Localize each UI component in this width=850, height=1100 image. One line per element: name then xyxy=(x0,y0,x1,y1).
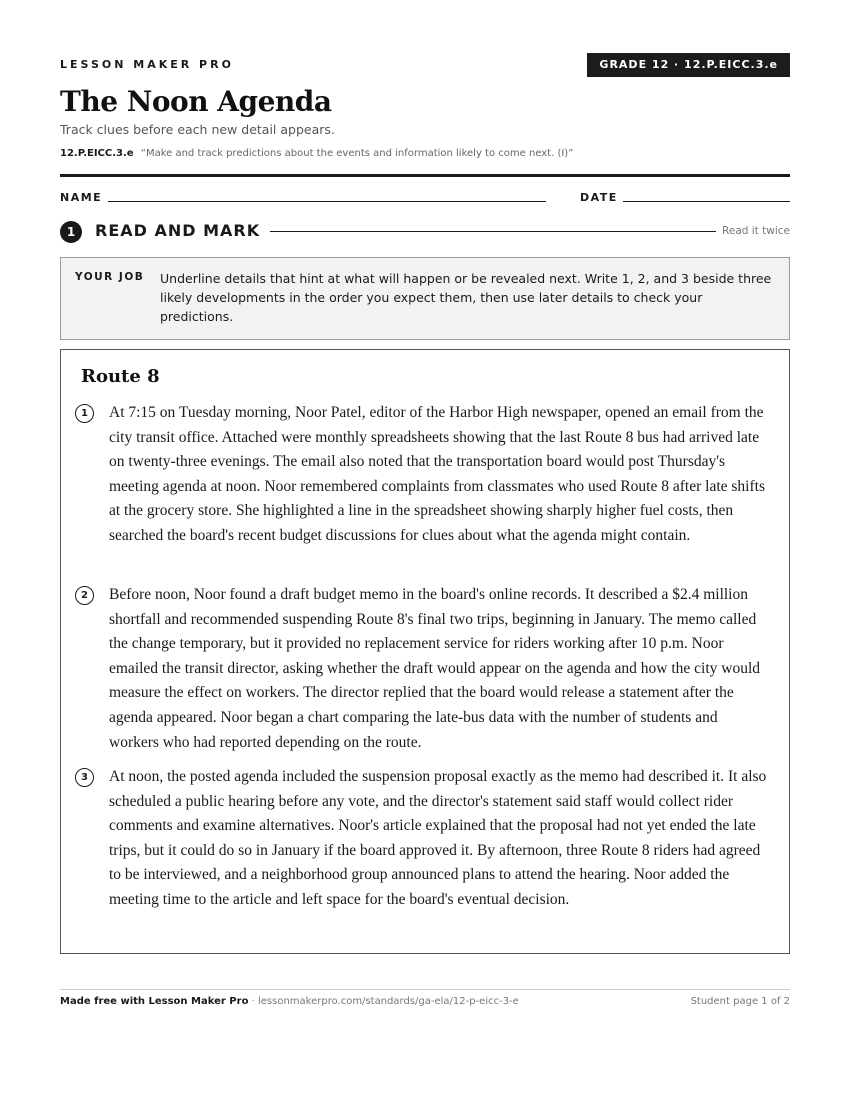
paragraph-number: 3 xyxy=(75,768,94,787)
section-title: READ AND MARK xyxy=(95,221,261,240)
page-title: The Noon Agenda xyxy=(60,85,332,118)
header-divider xyxy=(60,174,790,177)
name-date-row xyxy=(60,190,790,206)
footer-page-label: Student page 1 of 2 xyxy=(690,996,790,1007)
paragraph-text: At noon, the posted agenda included the suspension proposal exactly as the memo had described it. It also scheduled a public hearing before any vote, and the director's statement said staff would collect rider comments and examine alternatives. Noor's article explained that the proposal had not yet ended the late trips, but it could do so in January if the board approved it. By afternoon, three Route 8 riders had agreed to be interviewed, and a neighborhood group announced plans to attend the hearing. Noor added the meeting time to the article and left space for the board's eventual decision. xyxy=(109,768,767,908)
name-field[interactable] xyxy=(108,201,546,202)
section-divider xyxy=(270,231,716,232)
standard-line xyxy=(60,148,573,159)
date-label: DATE xyxy=(580,191,618,204)
footer-made-with: Made free with Lesson Maker Pro xyxy=(60,996,249,1007)
footer-credit xyxy=(60,996,519,1007)
paragraph-number: 1 xyxy=(75,404,94,423)
date-field[interactable] xyxy=(623,201,790,202)
passage-box xyxy=(60,349,790,954)
instructions-box xyxy=(60,257,790,340)
paragraph-number: 2 xyxy=(75,586,94,605)
brand-name: LESSON MAKER PRO xyxy=(60,58,234,71)
instructions-label: YOUR JOB xyxy=(75,271,145,283)
section-note: Read it twice xyxy=(722,225,790,237)
footer-separator: · xyxy=(248,996,258,1007)
paragraph-text: Before noon, Noor found a draft budget memo in the board's online records. It described a $2.4 million shortfall and recommended suspending Route 8's final two trips, beginning in January. The memo called the change temporary, but it provided no replacement service for riders working after 10 p.m. Noor emailed the transit director, asking whether the draft would appear on the agenda and how the city would measure the effect on workers. The director replied that the board would release a statement after the agenda appeared. Noor began a chart comparing the late-bus data with the number of students and workers who had reported depending on the route. xyxy=(109,586,761,751)
passage-title: Route 8 xyxy=(81,366,160,387)
name-label: NAME xyxy=(60,191,103,204)
paragraph-text: At 7:15 on Tuesday morning, Noor Patel, editor of the Harbor High newspaper, opened an email from the city transit office. Attached were monthly spreadsheets showing that the last Route 8 bus had arrived late on twenty-three evenings. The email also noted that the transportation board would post Thursday's meeting agenda at noon. Noor remembered complaints from classmates who used Route 8 after late shifts at the grocery store. She highlighted a line in the spreadsheet showing sharply higher fuel costs, then searched the board's recent budget discussions for clues about what the agenda might contain. xyxy=(109,404,765,544)
section-header xyxy=(60,220,790,244)
instructions-text: Underline details that hint at what will happen or be revealed next. Write 1, 2, and 3 beside three likely developments in the order you expect them, then use later details to check your predictions. xyxy=(160,271,772,324)
section-number-badge: 1 xyxy=(60,221,82,243)
footer-divider xyxy=(60,989,790,990)
footer-url[interactable]: lessonmakerpro.com/standards/ga-ela/12-p-eicc-3-e xyxy=(257,996,519,1007)
standard-text: “Make and track predictions about the events and information likely to come next. (I)” xyxy=(140,148,574,159)
page-subtitle: Track clues before each new detail appears. xyxy=(60,122,335,137)
standard-code: 12.P.EICC.3.e xyxy=(60,148,134,159)
grade-badge: GRADE 12 · 12.P.EICC.3.e xyxy=(587,53,790,77)
